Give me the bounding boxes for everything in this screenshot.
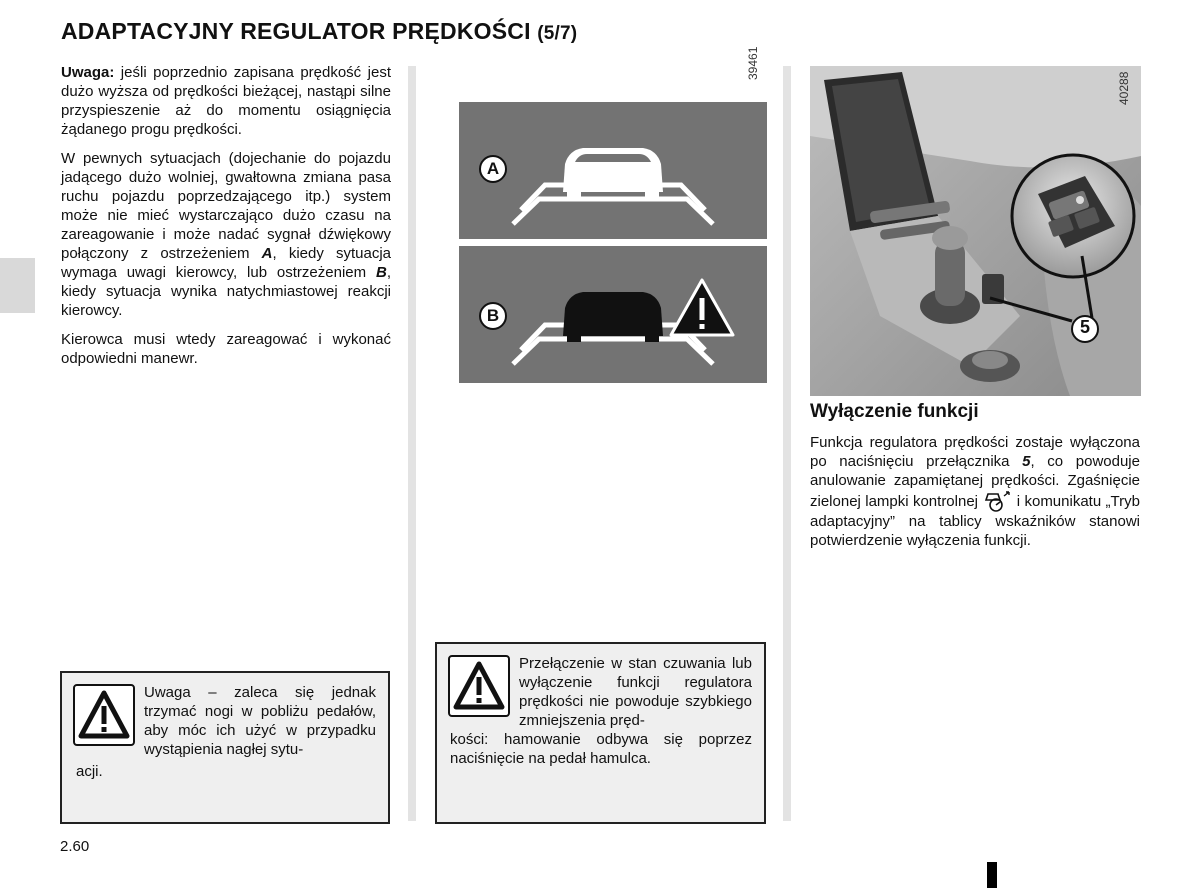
note-label: Uwaga: [61,64,115,81]
page-title [61,18,577,45]
paragraph-disable [810,433,1140,550]
warning-text-a: Przełączenie w stan czuwania lub wyłączenie funkcji regulatora prędkości nie powoduje szybkiego zmniejszenia pręd- [519,655,752,729]
column-divider-2 [783,66,791,821]
console-photo [810,66,1141,396]
label-b: B [486,306,500,325]
ref-b: B [375,264,387,281]
paragraph-situations [61,149,391,320]
title-text: ADAPTACYJNY REGULATOR PRĘDKOŚCI [61,18,531,44]
column-divider-1 [408,66,416,821]
figure-code: 40288 [1117,71,1131,105]
situations-text-c: , kiedy sytuacja wynika natychmiastowej reakcji kierowcy. [61,264,391,319]
left-column-text [61,63,391,378]
alert-illustration [459,102,767,383]
warning-text-b: kości: hamowanie odbywa się poprzez naciśnięcie na pedał hamulca. [450,731,752,767]
situations-text-a: W pewnych sytuacjach (dojechanie do pojazdu jadącego dużo wolniej, gwałtowna zmiana pasa ruchu pojazdu poprzedzającego itp.) system może nie mieć wystarczająco dużo czasu na zareagowanie i może nadać sygnał dźwiękowy połączony z ostrzeżeniem [61,150,391,262]
ref-a: A [261,245,273,262]
disable-text-b: , co powoduje anulowanie zapamiętanej prędkości. Zgaśnięcie zielonej lampki kontrolnej [810,453,1140,510]
warning-box-braking [435,642,766,824]
right-column-text [810,433,1140,560]
warning-text-b: acji. [76,763,103,780]
warning-triangle-icon [73,684,135,746]
label-a: A [486,159,500,178]
paragraph-note [61,63,391,139]
corner-mark [987,862,997,888]
warning-text-a: Uwaga – zaleca się jednak trzymać nogi w pobliżu pedałów, aby móc ich użyć w przypadku wystąpienia nagłej sytu- [144,684,376,758]
disable-text-c: i komunikatu „Tryb adaptacyjny” na tablicy wskaźników stanowi potwierdzenie wyłączenia funkcji. [810,493,1140,549]
section-tab [0,258,35,313]
disable-text-a: Funkcja regulatora prędkości zostaje wyłączona po naciśnięciu przełącznika [810,434,1140,470]
callout-5: 5 [1079,317,1090,337]
section-heading: Wyłączenie funkcji [810,401,979,422]
warning-box-pedals [60,671,390,824]
cruise-control-icon [982,490,1012,512]
switch-ref: 5 [1022,453,1031,470]
figure-code: 39461 [746,46,760,80]
page-number: 2.60 [60,838,90,855]
title-part: (5/7) [537,23,578,44]
paragraph-driver: Kierowca musi wtedy zareagować i wykonać odpowiedni manewr. [61,331,391,367]
warning-triangle-icon [448,655,510,717]
note-text: jeśli poprzednio zapisana prędkość jest dużo wyższa od prędkości bieżącej, nastąpi silne przyspieszenie aż do momentu osiągnięcia żądanego progu prędkości. [61,64,391,138]
situations-text-b: , kiedy sytuacja wymaga uwagi kierowcy, lub ostrzeżeniem [61,245,392,281]
